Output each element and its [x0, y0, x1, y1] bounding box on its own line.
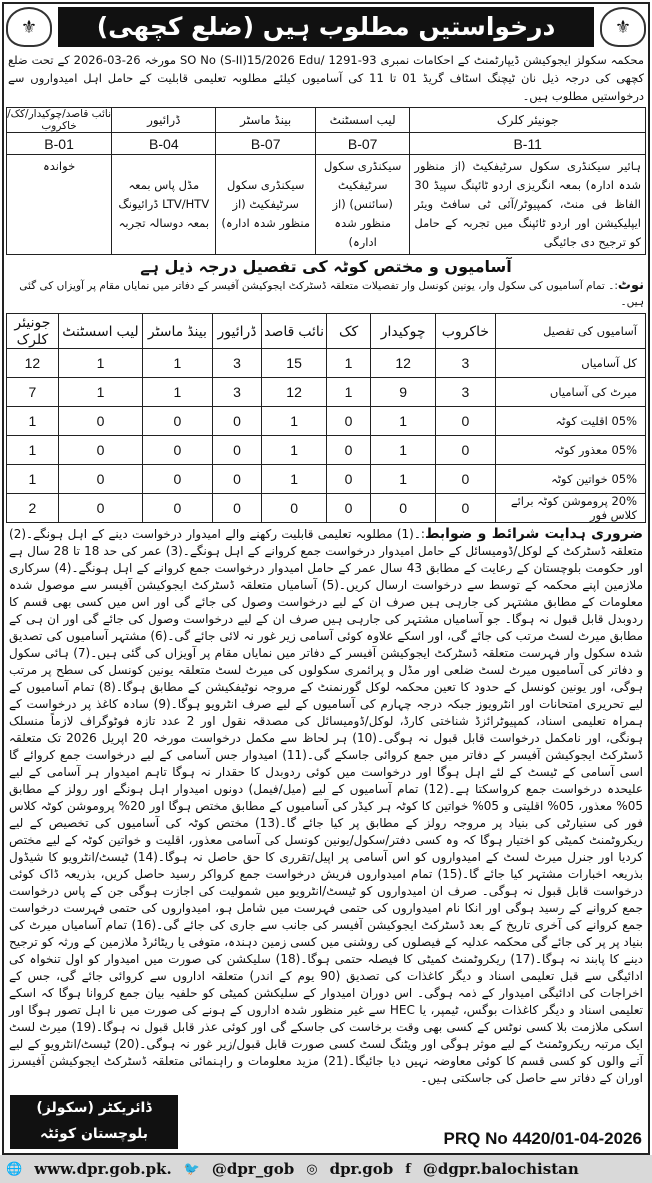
- quota-row-label: میرٹ کی آسامیاں: [495, 378, 645, 407]
- post-name: بینڈ ماسٹر: [216, 108, 315, 133]
- quota-header-row: [7, 314, 646, 349]
- post-name: ڈرائیور: [112, 108, 216, 133]
- quota-note: [8, 278, 644, 310]
- quota-cell: 0: [435, 436, 495, 465]
- quota-cell: 1: [7, 436, 59, 465]
- quota-cell: 0: [326, 407, 371, 436]
- footer-signature-area: [6, 1095, 646, 1149]
- post-name: نائب قاصد/چوکیدار/کک/خاکروب: [7, 108, 112, 132]
- quota-row-label: 05% معذور کوٹہ: [495, 436, 645, 465]
- quota-cell: 0: [262, 494, 326, 523]
- post-qualification: مڈل پاس بمعہ LTV/HTV ڈرائیونگ بمعہ دوسالہ تجربہ: [112, 155, 216, 255]
- quota-cell: 0: [143, 436, 212, 465]
- header: [6, 6, 646, 48]
- quota-cell: 1: [371, 436, 436, 465]
- quota-cell: 3: [435, 349, 495, 378]
- quota-row: [7, 349, 646, 378]
- quota-cell: 3: [212, 349, 262, 378]
- twitter-icon: 🐦: [183, 1161, 200, 1177]
- conditions-text: :۔(1) مطلوبہ تعلیمی قابلیت رکھنے والے امیدوار درخواست دینے کے اہل ہونگے۔(2) متعلقہ ڈسٹرکٹ کے لوکل/ڈومیسائل کے حامل امیدوار درخواست جمع کروانے کے اہل ہونگے۔(3) عمر کی حد 18 تا 28 سال ہے اور حکومت بلوچستان کے رعایت کے مطابق 43 سال عمر کے حامل امیدوار درخواست جمع کروانے کے اہل ہونگے۔(4) سرکاری ملازمین اپنے محکمہ کے توسط سے درخواست ارسال کریں۔(5) آسامیاں متعلقہ ڈسٹرکٹ ایجوکیشن آفیسر سے موصول شدہ معلومات کے مطابق مشتہر کی جارہی ہیں صرف ان کے لیے درخواست وصول کی جائے گی اور اس میں کسی بھی قسم کا ردوبدل قابل قبول نہ ہوگا۔ جو آسامیاں مشتہر کی جارہی ہیں صرف ان کے لیے درخواست وصول کی جائے گی اور ان ہی کے مطابق میرٹ لسٹ مرتب کی جائے گی، اور اسکے علاوہ کوئی آسامی زیر غور نہ لائی جائے گی۔(6) مشتہر آسامیوں کی تصدیق شدہ سکول وار فہرست متعلقہ ڈسٹرکٹ ایجوکیشن آفیسر کے دفاتر میں نمایاں مقام پر آویزاں کی گئی ہیں۔(7) ہائی سکول و دفاتر کی آسامیوں میرٹ لسٹ ضلعی اور مڈل و پرائمری سکولوں کی میرٹ لسٹ متعلقہ یونین کونسل کی سطح پر مرتب ہوگی، اور یونین کونسل کے حدود کا تعین محکمہ لوکل گورنمنٹ کے مروجہ نوٹیفکیشن کے مطابق ہوگا۔(8) تمام آسامیوں کے لیے تحریری امتحانات اور انٹرویوز جبکہ درجہ چہارم کی آسامیوں کے لیے صرف انٹرویو ہوگا۔(9) سادہ کاغذ پر درخواست کے ہمراہ تعلیمی اسناد، کمپیوٹرائزڈ شناختی کارڈ، لوکل/ڈومیسائل کی مصدقہ نقول اور 2 عدد تازہ فوٹوگراف لازماً منسلک ہونگی، اور نامکمل درخواست قابل قبول نہ ہوگی۔(10) ہر لحاظ سے مکمل درخواست مورخہ 20 اپریل 2026 تک متعلقہ ڈسٹرکٹ ایجوکیشن آفیسر کے دفاتر میں جمع کروائی جاسکے گی۔(11) امیدوار جس آسامی کے لیے درخواست جمع کروائے گا اسی آسامی کے ٹیسٹ کے لئے اہل ہوگا اور درخواست میں کوئی ردوبدل کا حقدار نہ ہوگا تاہم امیدوار ہر آسامی کے لیے علیحدہ درخواست جمع کرواسکتا ہے۔(12) تمام آسامیوں کے لیے (میل/فیمل) دونوں امیدوار اہل ہونگے اور رولز کے مطابق 05% معذور، 05% اقلیتی و 05% خواتین کا کوٹہ ہر کیڈر کی آسامیوں کے مطابق مختص ہوگا اور 20% پروموشن کوٹہ کلاس فور کی سنیارٹی کی بنیاد پر مروجہ رولز کے مطابق پر کیا جائے گا۔(13) مختص کوٹہ کی آسامیوں کی تخصیص کے لیے ریکروٹمنٹ کمیٹی کو اختیار ہوگا کہ وہ کسی دفتر/سکول/یونین کونسل کی آسامی معذور، اقلیت و خواتین کوٹہ کے لیے مختص کردیا اور جنرل میرٹ لسٹ کے امیدواروں کو اس آسامی پر اپیل/تقرری کا حق حاصل نہ ہوگا۔(14) ٹیسٹ/انٹرویو کا شیڈول بذریعہ اخبارات مشتہر کیا جائے گا۔(15) تمام امیدواروں فریش درخواست جمع کرواکر رسید حاصل کریں، بذریعہ ڈاک کوئی درخواست قابل قبول نہ ہوگی۔ صرف ان امیدواروں کو ٹیسٹ/انٹرویو میں شمولیت کی اجازت ہوگی جن کے پاس درخواست جمع کروانے کے رسید ہوگی اور انکا نام امیدواروں کی حتمی فہرست میں شامل ہو، امیدواروں کی حتمی فہرست درخواست جمع کروانے کی آخری تاریخ کے بعد ڈسٹرکٹ ایجوکیشن آفیسر کی جانب سے جاری کی جائے گی۔(16) تمام آسامیاں میرٹ کی بنیاد پر پر کی جائے گی محکمہ عدلیہ کے فیصلوں کی روشنی میں کسی زمین دہندہ، متوفی یا ریٹائرڈ ملازمین کے ورثہ کو ترجیح دینے کا پابند نہ ہوگا۔(17) ریکروٹمنٹ کمیٹی کا فیصلہ حتمی ہوگا۔(18) سلیکشن کی صورت میں امیدوار کو اول تنخواہ کی ادائیگی سے قبل تعلیمی اسناد و دیگر کاغذات کی تصدیق (90 یوم کے اندر) متعلقہ اداروں سے کروائی جائے گی، جس کے اخراجات کی ادائیگی امیدوار کے ذمہ ہوگی۔ اس دوران امیدوار کے سلیکشن کمیٹی کو حلفیہ بیان جمع کروانا ہوگا کہ اسکے تعلیمی اسناد و دیگر کاغذات بوگس، ٹیمپر، یا HEC سے غیر منظور شدہ اداروں کے ہونے کی صورت میں نا اہل تصور ہوگا اور اسکی ملازمت بلا کسی نوٹس کے کسی بھی وقت برخاست کی جاسکے گی اور کوئی عذر قابل قبول نہ ہوگا۔(19) میرٹ لسٹ ایک مرتبہ ریکروٹمنٹ کے لیے موثر ہوگی اور ویٹنگ لسٹ کسی صورت قابل قبول/زیر غور نہ ہوگی۔(20) ٹیسٹ/انٹرویو کے لیے آنے والوں کو کسی قسم کا کوئی معاوضہ نہیں دیا جائیگا۔(21) مزید معلومات و راہنمائی متعلقہ ڈسٹرکٹ ایجوکیشن آفیسرز اوران کے دفاتر سے حاصل کی جاسکتی ہیں۔: [9, 527, 644, 1085]
- prq-number: PRQ No 4420/01-04-2026: [443, 1129, 642, 1148]
- page-title: درخواستیں مطلوب ہیں (ضلع کچھی): [58, 7, 594, 47]
- quota-cell: 3: [435, 378, 495, 407]
- quota-cell: 1: [7, 465, 59, 494]
- quota-header-cell: آسامیوں کی تفصیل: [495, 314, 645, 349]
- quota-cell: 0: [326, 465, 371, 494]
- quota-row-label: 20% پروموشن کوٹہ برائے کلاس فور: [495, 494, 645, 523]
- quota-header-cell: کک: [326, 314, 371, 349]
- quota-cell: 9: [371, 378, 436, 407]
- quota-cell: 0: [143, 407, 212, 436]
- quota-cell: 1: [143, 349, 212, 378]
- post-qualification: سیکنڈری سکول سرٹیفکیٹ (از منظور شدہ ادارہ): [216, 155, 315, 255]
- quota-cell: 0: [435, 407, 495, 436]
- quota-table: [6, 313, 646, 523]
- facebook-handle[interactable]: @dgpr.balochistan: [422, 1160, 579, 1178]
- post-grade: B-11: [410, 133, 646, 155]
- quota-row: [7, 436, 646, 465]
- quota-cell: 0: [143, 465, 212, 494]
- posts-table: [6, 107, 646, 255]
- quota-header-cell: نائب قاصد: [262, 314, 326, 349]
- website-link[interactable]: www.dpr.gob.pk.: [34, 1160, 172, 1178]
- quota-row: [7, 407, 646, 436]
- quota-cell: 0: [58, 436, 142, 465]
- quota-cell: 1: [371, 407, 436, 436]
- quota-cell: 1: [58, 378, 142, 407]
- quota-header-cell: خاکروب: [435, 314, 495, 349]
- quota-cell: 1: [326, 378, 371, 407]
- quota-cell: 12: [7, 349, 59, 378]
- quota-cell: 7: [7, 378, 59, 407]
- instagram-icon: ◎: [306, 1161, 318, 1177]
- quota-cell: 1: [7, 407, 59, 436]
- quota-row: [7, 378, 646, 407]
- director-location: بلوچستان کوئٹہ: [40, 1126, 148, 1142]
- quota-cell: 3: [212, 378, 262, 407]
- intro-paragraph: محکمہ سکولز ایجوکیشن ڈیپارٹمنٹ کے احکامات نمبری 93-1291 /SO No (S-II)15/2026 Edu مورخہ 26-03-2026 کے تحت ضلع کچھی کی درجہ ذیل نان ٹیچنگ اسٹاف گریڈ 01 تا 11 کی آسامیوں کیلئے مطلوبہ تعلیمی قابلیت کے حامل اہل امیدواروں سے درخواستیں مطلوب ہیں۔: [8, 53, 644, 103]
- facebook-icon: f: [405, 1161, 411, 1177]
- quota-cell: 12: [371, 349, 436, 378]
- quota-cell: 12: [262, 378, 326, 407]
- conditions-title: ضروری ہدایت شرائط و ضوابط: [424, 526, 643, 542]
- quota-cell: 1: [262, 436, 326, 465]
- footer-social-bar: [0, 1155, 652, 1183]
- quota-cell: 0: [326, 436, 371, 465]
- quota-header-cell: ڈرائیور: [212, 314, 262, 349]
- quota-header-cell: جونیئر کلرک: [7, 314, 59, 349]
- note-label: نوٹ: [617, 278, 644, 293]
- quota-header-cell: بینڈ ماسٹر: [143, 314, 212, 349]
- twitter-handle[interactable]: @dpr_gob: [211, 1160, 295, 1178]
- quota-row-label: کل آسامیاں: [495, 349, 645, 378]
- post-grade: B-04: [112, 133, 216, 155]
- quota-row: [7, 494, 646, 523]
- quota-header-cell: لیب اسسٹنٹ: [58, 314, 142, 349]
- quota-cell: 2: [7, 494, 59, 523]
- director-title: ڈائریکٹر (سکولز): [36, 1100, 152, 1116]
- quota-cell: 0: [435, 465, 495, 494]
- note-text: :۔ تمام آسامیوں کی سکول وار، یونین کونسل وار تفصیلات متعلقہ ڈسٹرکٹ ایجوکیشن آفیسر کے دفاتر میں نمایاں مقام پر آویزاں کی گئی ہیں۔: [19, 280, 644, 308]
- quota-row-label: 05% اقلیت کوٹہ: [495, 407, 645, 436]
- quota-cell: 0: [371, 494, 436, 523]
- quota-header-cell: چوکیدار: [371, 314, 436, 349]
- quota-section-title: آسامیوں و مختص کوٹہ کی تفصیل درجہ ذیل ہے: [140, 257, 512, 276]
- post-name: جونیئر کلرک: [410, 108, 646, 133]
- quota-cell: 0: [435, 494, 495, 523]
- quota-cell: 0: [58, 407, 142, 436]
- post-name: لیب اسسٹنٹ: [315, 108, 410, 133]
- quota-cell: 0: [143, 494, 212, 523]
- quota-cell: 0: [212, 465, 262, 494]
- post-qualification: خواندہ: [7, 155, 112, 255]
- department-logo-left: ⚜: [6, 7, 52, 47]
- post-grade: B-01: [7, 133, 112, 155]
- post-grade: B-07: [216, 133, 315, 155]
- quota-cell: 1: [262, 407, 326, 436]
- government-seal-right: ⚜: [600, 7, 646, 47]
- quota-cell: 15: [262, 349, 326, 378]
- quota-cell: 1: [143, 378, 212, 407]
- post-qualification: ہائیر سیکنڈری سکول سرٹیفکیٹ (از منظور شدہ ادارہ) بمعہ انگریزی اردو ٹائپنگ سپیڈ 30 الفاظ فی منٹ، کمپیوٹر/آئی ٹی سافٹ ویئر ایپلیکیشن اور اردو ٹائپنگ میں تجربہ کے حامل کو ترجیح دی جائیگی: [410, 155, 646, 255]
- quota-cell: 1: [58, 349, 142, 378]
- quota-row-label: 05% خواتین کوٹہ: [495, 465, 645, 494]
- quota-cell: 0: [58, 465, 142, 494]
- quota-cell: 0: [326, 494, 371, 523]
- globe-icon: 🌐: [6, 1161, 23, 1177]
- director-stamp: [10, 1095, 178, 1149]
- quota-cell: 1: [326, 349, 371, 378]
- instagram-handle[interactable]: dpr.gob: [329, 1160, 394, 1178]
- quota-cell: 1: [371, 465, 436, 494]
- quota-cell: 0: [212, 436, 262, 465]
- post-grade: B-07: [315, 133, 410, 155]
- quota-cell: 0: [58, 494, 142, 523]
- advertisement-frame: [2, 2, 650, 1155]
- post-qualification: سیکنڈری سکول سرٹیفکیٹ (سائنس) (از منظور شدہ ادارہ): [315, 155, 410, 255]
- quota-row: [7, 465, 646, 494]
- quota-cell: 0: [212, 494, 262, 523]
- quota-cell: 1: [262, 465, 326, 494]
- quota-cell: 0: [212, 407, 262, 436]
- terms-and-conditions: [9, 526, 643, 1087]
